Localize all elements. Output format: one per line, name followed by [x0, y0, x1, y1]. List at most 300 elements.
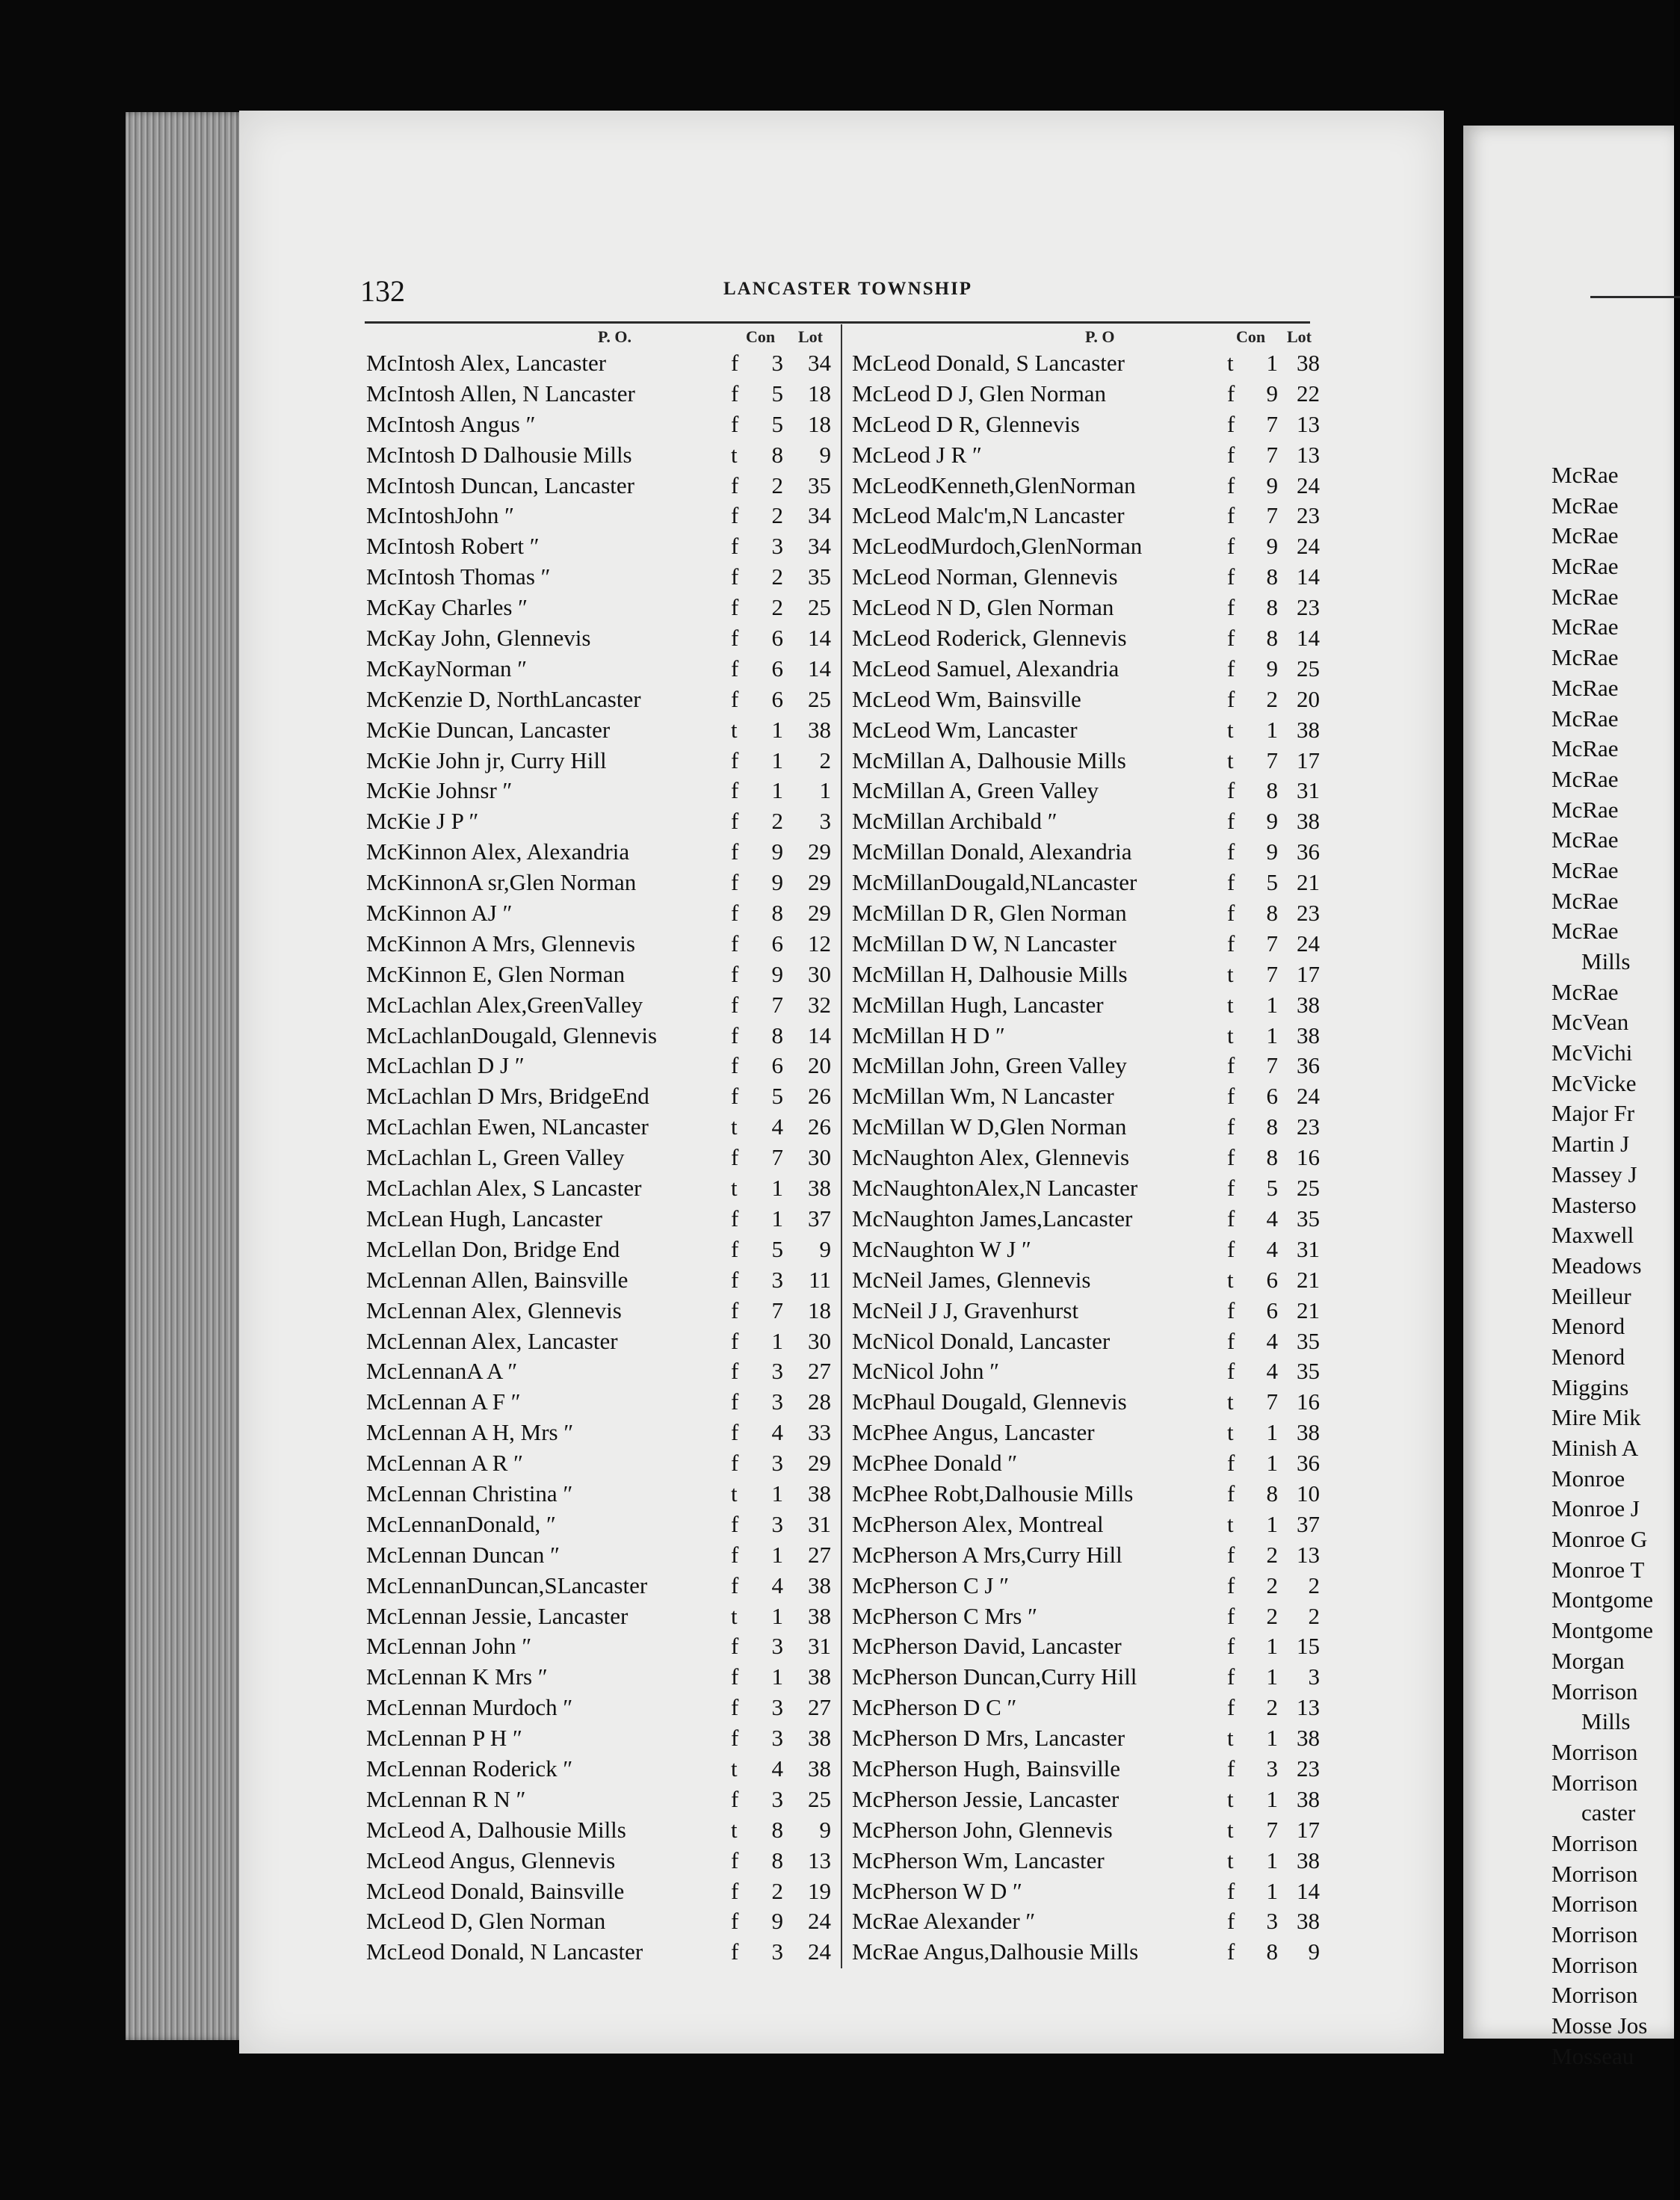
entry-lot: 15: [1297, 1633, 1320, 1660]
entry-lot: 38: [1297, 716, 1320, 743]
entry-name: McLeod Samuel, Alexandria: [852, 655, 1120, 682]
directory-entry: [852, 990, 1320, 1021]
entry-tenure: f: [731, 350, 739, 376]
next-page-fragment: Morrison: [1551, 1891, 1638, 1918]
entry-concession: 9: [771, 838, 783, 865]
entry-lot: 9: [819, 1235, 831, 1262]
entry-lot: 25: [808, 685, 831, 712]
directory-entry: [366, 1723, 836, 1754]
next-page-fragment: Major Fr: [1551, 1100, 1635, 1127]
entry-tenure: f: [731, 1694, 739, 1721]
entry-lot: 38: [1297, 1908, 1320, 1935]
entry-concession: 2: [1266, 685, 1278, 712]
entry-name: McLachlan Alex, S Lancaster: [366, 1175, 642, 1202]
next-page-fragment: Mire Mik: [1551, 1404, 1641, 1431]
directory-entry: [366, 776, 836, 806]
entry-concession: 3: [771, 1266, 783, 1293]
entry-tenure: f: [1227, 1327, 1235, 1354]
entry-name: McPherson D Mrs, Lancaster: [852, 1725, 1125, 1752]
entry-concession: 1: [1266, 1725, 1278, 1752]
entry-name: McMillanDougald,NLancaster: [852, 869, 1137, 896]
entry-lot: 22: [1297, 380, 1320, 407]
directory-entry: [852, 1876, 1320, 1907]
entry-name: McLennan Roderick ″: [366, 1755, 573, 1782]
directory-entry: [852, 1265, 1320, 1296]
directory-entry: [366, 1173, 836, 1204]
next-page-fragment: Morrison: [1551, 1829, 1638, 1856]
left-column: [366, 323, 836, 1968]
entry-tenure: f: [1227, 441, 1235, 468]
entry-concession: 9: [1266, 472, 1278, 498]
directory-entry: [366, 1326, 836, 1357]
entry-tenure: f: [1227, 594, 1235, 621]
entry-name: McNaughton Alex, Glennevis: [852, 1144, 1130, 1171]
directory-entry: [366, 1265, 836, 1296]
entry-name: McLellan Don, Bridge End: [366, 1235, 620, 1262]
entry-concession: 7: [771, 991, 783, 1018]
directory-entry: [366, 898, 836, 929]
entry-concession: 6: [771, 655, 783, 682]
entry-concession: 7: [1266, 502, 1278, 529]
entry-tenure: f: [731, 1205, 739, 1232]
entry-lot: 29: [808, 838, 831, 865]
directory-entry: [366, 806, 836, 837]
entry-concession: 9: [771, 1908, 783, 1935]
directory-entry: [852, 898, 1320, 929]
directory-entry: [366, 379, 836, 410]
directory-entry: [852, 1754, 1320, 1785]
right-entry-list: [852, 348, 1320, 1968]
entry-concession: 8: [1266, 1144, 1278, 1171]
directory-entry: [366, 1356, 836, 1387]
entry-lot: 34: [808, 350, 831, 376]
entry-tenure: t: [1227, 1847, 1234, 1873]
entry-concession: 4: [771, 1572, 783, 1598]
entry-concession: 3: [771, 1785, 783, 1812]
directory-entry: [366, 1418, 836, 1448]
next-page-fragment: Mosse Jos: [1551, 2012, 1648, 2039]
entry-name: McKinnon Alex, Alexandria: [366, 838, 630, 865]
entry-lot: 14: [808, 655, 831, 682]
directory-entry: [852, 806, 1320, 837]
entry-lot: 38: [808, 1602, 831, 1629]
entry-lot: 36: [1297, 1450, 1320, 1477]
entry-tenure: f: [1227, 472, 1235, 498]
entry-concession: 5: [771, 1235, 783, 1262]
entry-concession: 1: [1266, 350, 1278, 376]
entry-lot: 17: [1297, 960, 1320, 987]
entry-name: McRae Alexander ″: [852, 1908, 1036, 1935]
entry-tenure: f: [731, 502, 739, 529]
entry-lot: 38: [1297, 1022, 1320, 1048]
entry-lot: 3: [1308, 1663, 1320, 1690]
entry-name: McKenzie D, NorthLancaster: [366, 685, 641, 712]
entry-lot: 21: [1297, 869, 1320, 896]
entry-lot: 24: [1297, 472, 1320, 498]
directory-entry: [852, 654, 1320, 685]
directory-entry: [366, 1815, 836, 1846]
directory-entry: [852, 1815, 1320, 1846]
entry-tenure: t: [731, 441, 738, 468]
directory-entry: [852, 410, 1320, 440]
next-page-fragment: Meilleur: [1551, 1282, 1631, 1309]
entry-name: McIntosh Alex, Lancaster: [366, 350, 607, 376]
entry-name: McPherson C J ″: [852, 1572, 1010, 1598]
entry-lot: 17: [1297, 747, 1320, 773]
entry-name: McLennan Alex, Lancaster: [366, 1327, 618, 1354]
entry-name: McLennan K Mrs ″: [366, 1663, 548, 1690]
entry-name: McPherson Hugh, Bainsville: [852, 1755, 1121, 1782]
entry-name: McMillan W D,Glen Norman: [852, 1113, 1127, 1140]
entry-tenure: f: [731, 533, 739, 560]
entry-name: McIntosh Allen, N Lancaster: [366, 380, 635, 407]
entry-tenure: f: [731, 1877, 739, 1904]
entry-concession: 8: [1266, 1113, 1278, 1140]
entry-name: McKayNorman ″: [366, 655, 528, 682]
con-header: Con: [1236, 327, 1266, 346]
entry-lot: 14: [808, 1022, 831, 1048]
directory-entry: [366, 501, 836, 531]
entry-tenure: f: [1227, 1205, 1235, 1232]
entry-concession: 5: [771, 410, 783, 437]
entry-name: McPherson John, Glennevis: [852, 1816, 1113, 1843]
directory-entry: [366, 1846, 836, 1876]
next-page-fragment: Morrison: [1551, 1860, 1638, 1887]
directory-entry: [366, 593, 836, 623]
entry-tenure: f: [731, 1358, 739, 1385]
directory-entry: [366, 623, 836, 654]
entry-tenure: f: [731, 1052, 739, 1079]
directory-entry: [366, 1571, 836, 1601]
entry-tenure: t: [1227, 1419, 1234, 1446]
next-page-fragment: McRae: [1551, 978, 1619, 1005]
entry-lot: 19: [808, 1877, 831, 1904]
entry-lot: 18: [808, 380, 831, 407]
entry-concession: 3: [1266, 1908, 1278, 1935]
entry-lot: 37: [1297, 1510, 1320, 1537]
entry-name: McPherson David, Lancaster: [852, 1633, 1122, 1660]
entry-tenure: f: [1227, 1755, 1235, 1782]
entry-tenure: t: [1227, 747, 1234, 773]
next-page-fragment: McRae: [1551, 644, 1619, 671]
directory-entry: [852, 1173, 1320, 1204]
next-page-fragment: McRae: [1551, 462, 1619, 488]
entry-concession: 2: [1266, 1572, 1278, 1598]
directory-entry: [852, 471, 1320, 501]
entry-tenure: f: [1227, 838, 1235, 865]
entry-lot: 34: [808, 502, 831, 529]
entry-tenure: t: [1227, 991, 1234, 1018]
entry-lot: 38: [1297, 991, 1320, 1018]
entry-lot: 27: [808, 1694, 831, 1721]
entry-lot: 25: [808, 1785, 831, 1812]
entry-concession: 3: [771, 350, 783, 376]
entry-name: McLennan Duncan ″: [366, 1541, 560, 1568]
directory-entry: [366, 929, 836, 960]
entry-concession: 3: [771, 1510, 783, 1537]
directory-entry: [366, 1693, 836, 1723]
entry-lot: 2: [819, 747, 831, 773]
entry-lot: 27: [808, 1541, 831, 1568]
entry-tenure: f: [1227, 1083, 1235, 1110]
entry-tenure: t: [731, 1480, 738, 1507]
entry-tenure: f: [731, 685, 739, 712]
entry-tenure: f: [1227, 1908, 1235, 1935]
left-column-header: [366, 323, 836, 348]
entry-tenure: f: [1227, 1175, 1235, 1202]
entry-concession: 1: [771, 716, 783, 743]
entry-name: McIntosh Duncan, Lancaster: [366, 472, 634, 498]
entry-tenure: t: [1227, 1725, 1234, 1752]
po-header: P. O: [1085, 327, 1115, 346]
entry-name: McLachlan L, Green Valley: [366, 1144, 625, 1171]
entry-name: McLean Hugh, Lancaster: [366, 1205, 602, 1232]
entry-concession: 3: [771, 533, 783, 560]
entry-concession: 2: [771, 808, 783, 835]
directory-entry: [366, 1876, 836, 1907]
entry-name: McLeod Angus, Glennevis: [366, 1847, 616, 1873]
right-column-header: [852, 323, 1315, 348]
entry-lot: 31: [1297, 1235, 1320, 1262]
next-page-fragment: Montgome: [1551, 1617, 1654, 1644]
entry-name: McLennan P H ″: [366, 1725, 522, 1752]
entry-lot: 14: [808, 625, 831, 652]
entry-concession: 7: [1266, 1816, 1278, 1843]
entry-tenure: t: [731, 1755, 738, 1782]
entry-lot: 30: [808, 960, 831, 987]
directory-entry: [366, 1540, 836, 1571]
entry-lot: 2: [1308, 1602, 1320, 1629]
directory-entry: [852, 960, 1320, 990]
entry-tenure: f: [1227, 563, 1235, 590]
next-page-fragment: McRae: [1551, 856, 1619, 883]
directory-entry: [366, 990, 836, 1021]
entry-tenure: f: [731, 1022, 739, 1048]
entry-lot: 29: [808, 869, 831, 896]
directory-entry: [852, 1326, 1320, 1357]
entry-tenure: f: [1227, 930, 1235, 957]
entry-lot: 25: [1297, 655, 1320, 682]
directory-entry: [366, 348, 836, 379]
directory-entry: [366, 1204, 836, 1235]
entry-lot: 38: [1297, 1847, 1320, 1873]
directory-entry: [852, 746, 1320, 776]
entry-tenure: t: [731, 1113, 738, 1140]
entry-concession: 2: [771, 1877, 783, 1904]
entry-tenure: f: [731, 1541, 739, 1568]
entry-tenure: f: [1227, 777, 1235, 804]
entry-lot: 32: [808, 991, 831, 1018]
entry-lot: 24: [1297, 1083, 1320, 1110]
entry-name: McLeod Donald, S Lancaster: [852, 350, 1125, 376]
next-page-fragment: Monroe T: [1551, 1556, 1645, 1583]
directory-entry: [366, 1662, 836, 1693]
entry-concession: 2: [1266, 1602, 1278, 1629]
entry-tenure: f: [731, 563, 739, 590]
entry-concession: 4: [771, 1419, 783, 1446]
entry-lot: 16: [1297, 1144, 1320, 1171]
entry-name: McLeod D R, Glennevis: [852, 410, 1080, 437]
entry-tenure: f: [731, 991, 739, 1018]
entry-lot: 24: [808, 1908, 831, 1935]
po-header: P. O.: [598, 327, 632, 346]
entry-lot: 9: [1308, 1938, 1320, 1965]
next-page-fragment: Menord: [1551, 1313, 1625, 1340]
entry-concession: 1: [1266, 1847, 1278, 1873]
entry-name: McNaughton W J ″: [852, 1235, 1031, 1262]
directory-entry: [852, 1051, 1320, 1081]
next-page-fragment: McRae: [1551, 553, 1619, 580]
entry-lot: 31: [808, 1510, 831, 1537]
next-page-fragment: McVicke: [1551, 1069, 1637, 1096]
entry-lot: 38: [808, 1175, 831, 1202]
entry-tenure: f: [731, 808, 739, 835]
entry-name: McLennan John ″: [366, 1633, 532, 1660]
directory-entry: [852, 1296, 1320, 1326]
entry-tenure: f: [1227, 900, 1235, 927]
directory-entry: [852, 1479, 1320, 1510]
entry-concession: 3: [771, 1450, 783, 1477]
directory-entry: [366, 1754, 836, 1785]
entry-concession: 1: [771, 1175, 783, 1202]
next-page-fragment: Morrison: [1551, 1951, 1638, 1978]
entry-tenure: f: [731, 1235, 739, 1262]
next-page-fragment: McRae: [1551, 796, 1619, 823]
entry-concession: 8: [1266, 900, 1278, 927]
entry-concession: 4: [1266, 1327, 1278, 1354]
entry-concession: 1: [1266, 1633, 1278, 1660]
entry-name: McMillan D W, N Lancaster: [852, 930, 1117, 957]
entry-lot: 13: [1297, 410, 1320, 437]
directory-entry: [852, 1356, 1320, 1387]
entry-name: McLachlan D J ″: [366, 1052, 525, 1079]
entry-concession: 2: [771, 472, 783, 498]
next-page-fragment: McRae: [1551, 614, 1619, 640]
entry-concession: 2: [1266, 1694, 1278, 1721]
entry-concession: 4: [771, 1113, 783, 1140]
directory-entry: [852, 1235, 1320, 1265]
entry-name: McLennan A F ″: [366, 1388, 521, 1415]
entry-tenure: t: [1227, 1785, 1234, 1812]
entry-name: McLeod Donald, N Lancaster: [366, 1938, 643, 1965]
directory-entry: [366, 1448, 836, 1479]
entry-concession: 8: [771, 1816, 783, 1843]
next-page-fragment: McRae: [1551, 918, 1619, 945]
entry-tenure: f: [731, 1266, 739, 1293]
entry-name: McLachlan Ewen, NLancaster: [366, 1113, 649, 1140]
entry-name: McKinnon AJ ″: [366, 900, 513, 927]
entry-concession: 6: [771, 625, 783, 652]
directory-entry: [366, 1510, 836, 1540]
entry-lot: 23: [1297, 1113, 1320, 1140]
entry-concession: 6: [771, 1052, 783, 1079]
entry-lot: 11: [809, 1266, 831, 1293]
entry-name: McPhee Robt,Dalhousie Mills: [852, 1480, 1134, 1507]
entry-concession: 8: [771, 441, 783, 468]
entry-concession: 8: [1266, 1480, 1278, 1507]
directory-entry: [852, 1785, 1320, 1815]
entry-name: McIntosh Angus ″: [366, 410, 536, 437]
entry-name: McLachlan D Mrs, BridgeEnd: [366, 1083, 649, 1110]
entry-name: McIntosh Robert ″: [366, 533, 540, 560]
entry-concession: 3: [771, 1358, 783, 1385]
entry-concession: 4: [771, 1755, 783, 1782]
next-page-fragment: McRae: [1551, 674, 1619, 701]
entry-concession: 4: [1266, 1235, 1278, 1262]
entry-lot: 23: [1297, 1755, 1320, 1782]
entry-tenure: f: [731, 1908, 739, 1935]
entry-concession: 2: [771, 502, 783, 529]
entry-name: McPherson C Mrs ″: [852, 1602, 1037, 1629]
entry-concession: 9: [771, 960, 783, 987]
entry-tenure: t: [1227, 1266, 1234, 1293]
next-page-fragment: McRae: [1551, 705, 1619, 732]
entry-concession: 3: [771, 1388, 783, 1415]
entry-name: McLennan R N ″: [366, 1785, 526, 1812]
entry-lot: 9: [819, 1816, 831, 1843]
directory-entry: [852, 1846, 1320, 1876]
entry-tenure: f: [1227, 1602, 1235, 1629]
entry-lot: 38: [1297, 350, 1320, 376]
entry-lot: 29: [808, 1450, 831, 1477]
entry-concession: 3: [771, 1694, 783, 1721]
directory-entry: [366, 1631, 836, 1662]
entry-lot: 17: [1297, 1816, 1320, 1843]
next-page-fragment: Mosseau: [1551, 2042, 1634, 2069]
entry-tenure: f: [731, 747, 739, 773]
next-page-fragment: Miggins: [1551, 1374, 1629, 1400]
next-page-fragment: Montgome: [1551, 1586, 1654, 1613]
entry-lot: 35: [1297, 1358, 1320, 1385]
next-page-fragment: McRae: [1551, 765, 1619, 792]
entry-lot: 37: [808, 1205, 831, 1232]
entry-concession: 5: [1266, 1175, 1278, 1202]
entry-name: McNaughtonAlex,N Lancaster: [852, 1175, 1138, 1202]
entry-tenure: f: [731, 472, 739, 498]
entry-tenure: f: [1227, 1938, 1235, 1965]
entry-name: McIntoshJohn ″: [366, 502, 515, 529]
entry-lot: 9: [819, 441, 831, 468]
entry-lot: 38: [808, 1755, 831, 1782]
entry-lot: 33: [808, 1419, 831, 1446]
entry-lot: 20: [808, 1052, 831, 1079]
entry-lot: 14: [1297, 563, 1320, 590]
entry-tenure: f: [731, 1785, 739, 1812]
entry-lot: 25: [808, 594, 831, 621]
entry-name: McKinnon A Mrs, Glennevis: [366, 930, 635, 957]
entry-name: McLeodMurdoch,GlenNorman: [852, 533, 1143, 560]
directory-entry: [366, 1235, 836, 1265]
entry-tenure: f: [1227, 869, 1235, 896]
entry-name: McPherson Duncan,Curry Hill: [852, 1663, 1137, 1690]
directory-entry: [366, 1143, 836, 1173]
directory-entry: [852, 531, 1320, 562]
entry-concession: 1: [771, 1602, 783, 1629]
lot-header: Lot: [1287, 327, 1312, 346]
entry-tenure: f: [731, 1327, 739, 1354]
directory-entry: [366, 654, 836, 685]
next-page-fragment: Menord: [1551, 1343, 1625, 1370]
right-column: [852, 323, 1320, 1968]
entry-concession: 5: [771, 380, 783, 407]
entry-concession: 1: [1266, 1877, 1278, 1904]
entry-lot: 20: [1297, 685, 1320, 712]
entry-tenure: f: [1227, 1877, 1235, 1904]
entry-lot: 27: [808, 1358, 831, 1385]
next-page-fragment-list: [1551, 460, 1653, 2071]
entry-lot: 23: [1297, 594, 1320, 621]
next-page-fragment: Masterso: [1551, 1191, 1637, 1218]
